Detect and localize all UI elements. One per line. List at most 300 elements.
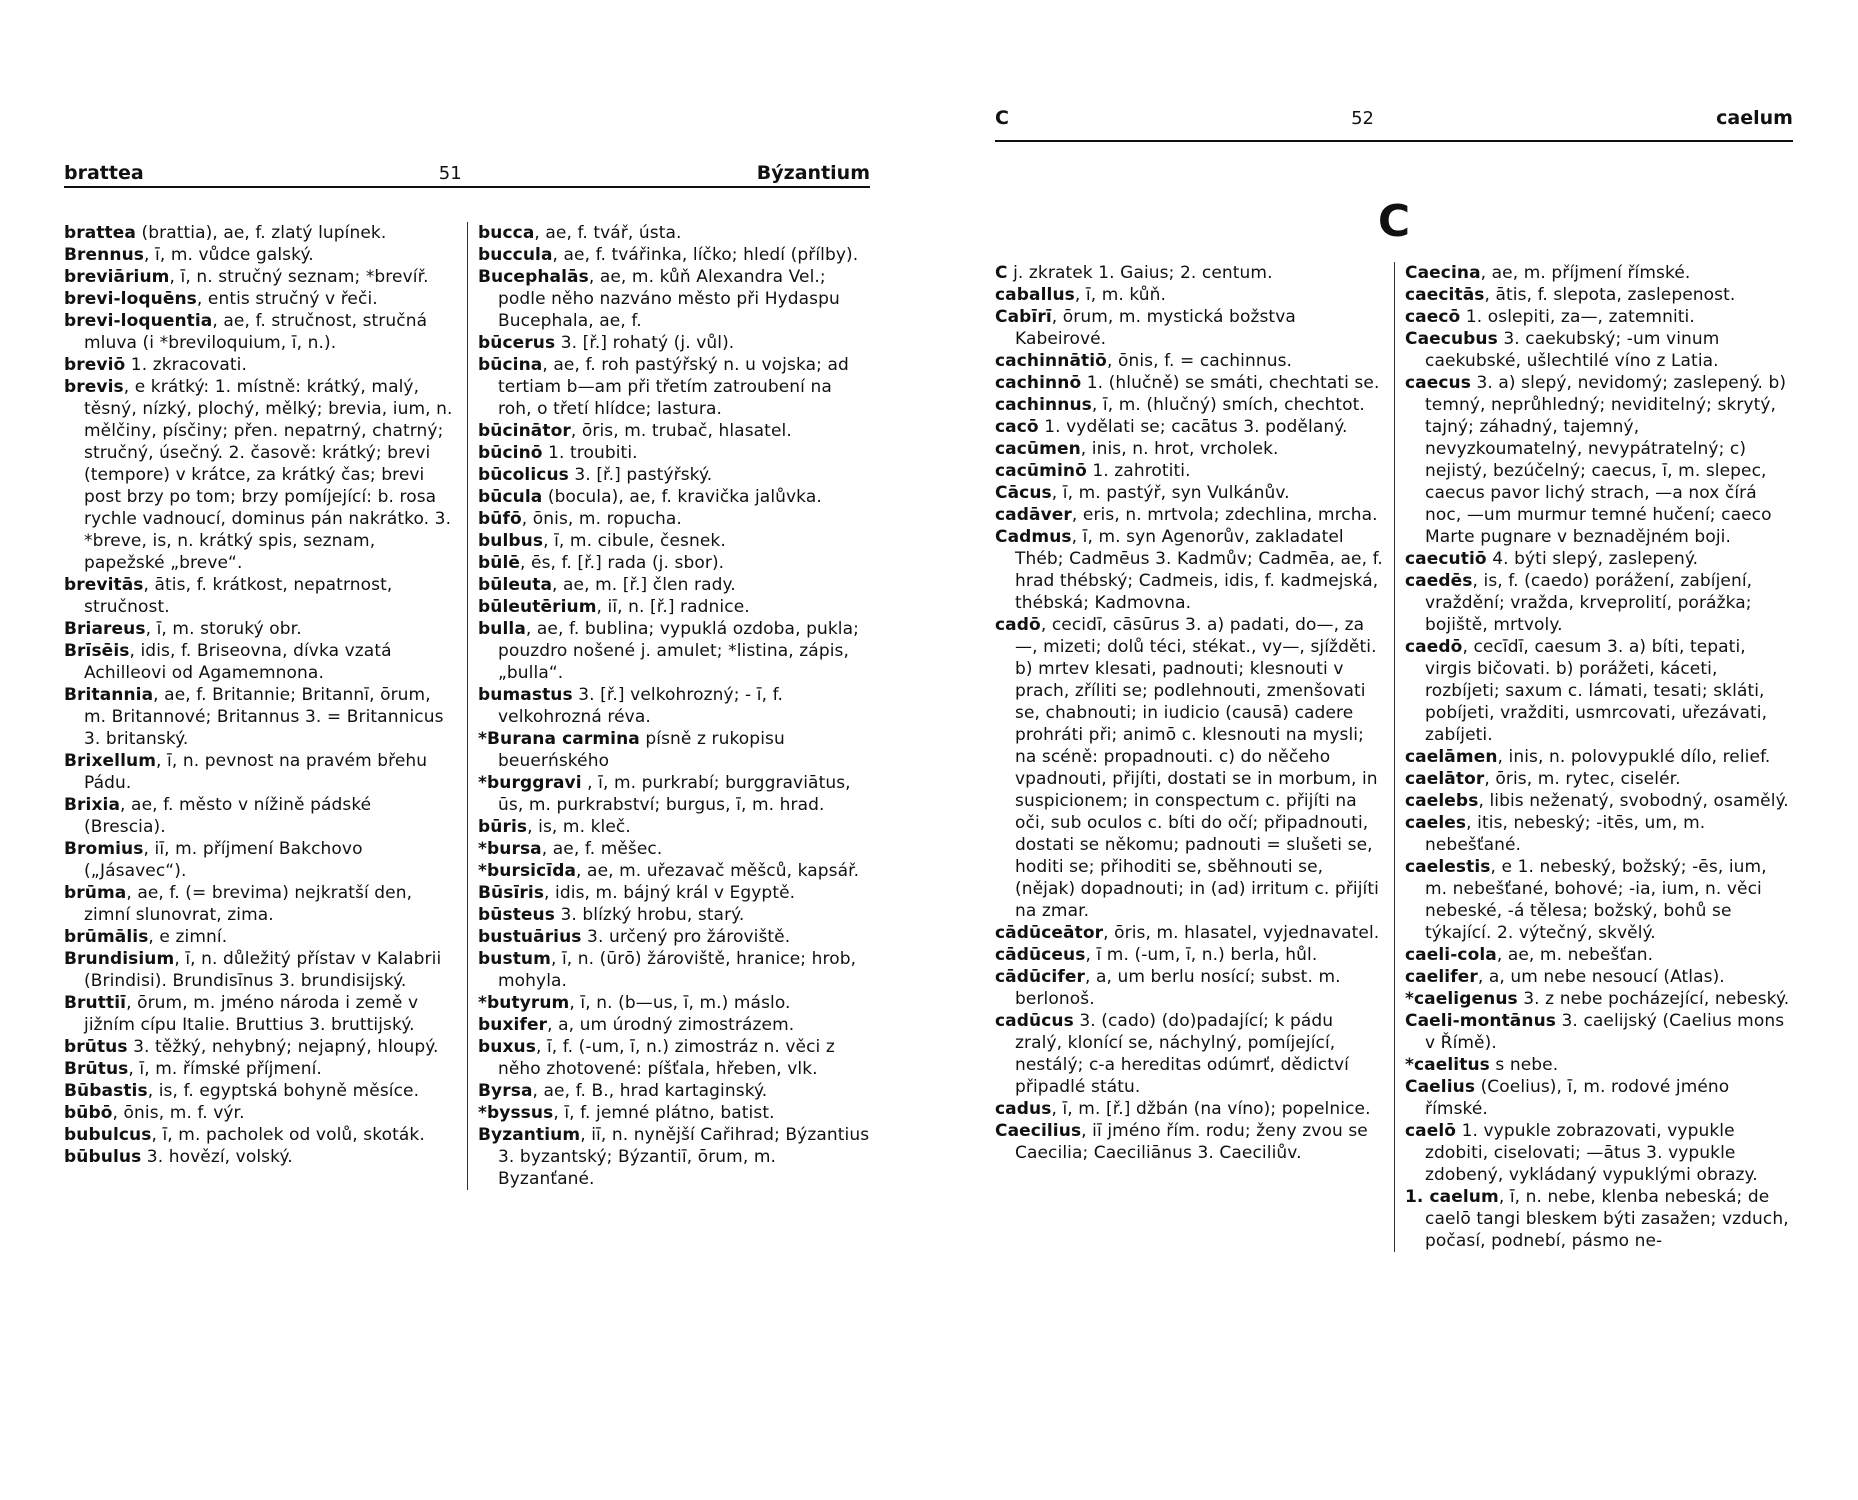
definition: 3. z nebe pocházející, nebeský. [1517, 989, 1790, 1009]
definition: (brattia), ae, f. zlatý lupínek. [135, 223, 387, 243]
headword: caecutiō [1405, 549, 1487, 569]
headword: Brundisium [64, 949, 175, 969]
headword: C [995, 263, 1008, 283]
definition: , e zimní. [148, 927, 228, 947]
dictionary-entry [478, 1014, 870, 1036]
dictionary-entry [995, 1120, 1384, 1164]
column-1 [64, 222, 467, 1190]
headword: Byrsa [478, 1081, 533, 1101]
dictionary-entry [64, 266, 457, 288]
headword: bustum [478, 949, 551, 969]
dictionary-entry [1405, 1120, 1793, 1186]
dictionary-entry [64, 926, 457, 948]
dictionary-entry [1405, 812, 1793, 856]
dictionary-entry [478, 838, 870, 860]
running-head [995, 105, 1793, 129]
dictionary-entry [478, 266, 870, 332]
headword: cachinnō [995, 373, 1082, 393]
dictionary-entry [1405, 944, 1793, 966]
definition: , ae, f. město v nížině pádské (Brescia). [84, 795, 372, 837]
dictionary-entry [478, 1124, 870, 1190]
headword: būbulus [64, 1147, 142, 1167]
dictionary-entry [478, 222, 870, 244]
dictionary-entry [478, 332, 870, 354]
definition: , a, um úrodný zimostrázem. [547, 1015, 795, 1035]
dictionary-entry [995, 504, 1384, 526]
definition: 1. zahrotiti. [1086, 461, 1191, 481]
dictionary-entry [995, 306, 1384, 350]
headword: Bruttiī [64, 993, 127, 1013]
definition: 3. [ř.] rohatý (j. vůl). [555, 333, 735, 353]
headword: brūma [64, 883, 127, 903]
dictionary-entry [478, 530, 870, 552]
headword: būfō [478, 509, 522, 529]
definition: 3. hovězí, volský. [141, 1147, 293, 1167]
page-number: 51 [438, 163, 462, 184]
dictionary-entry [1405, 856, 1793, 944]
definition: , ae, f. měšec. [541, 839, 663, 859]
definition: , iī, n. [ř.] radnice. [596, 597, 750, 617]
dictionary-entry [64, 222, 457, 244]
definition: 1. vypukle zobrazovati, vypukle zdobiti, ciselovati; —ātus 3. vypukle zdobený, vykládaný vypuklými obrazy. [1425, 1121, 1758, 1185]
dictionary-entry [64, 750, 457, 794]
definition: , ī, m. vůdce galský. [144, 245, 314, 265]
dictionary-entry [1405, 1010, 1793, 1054]
dictionary-entry [478, 1102, 870, 1124]
headword: breviō [64, 355, 126, 375]
headword: *bursicīda [478, 861, 577, 881]
definition: písně z rukopisu beuerńského [498, 729, 785, 771]
definition: , is, f. egyptská bohyně měsíce. [147, 1081, 420, 1101]
dictionary-entry [1405, 768, 1793, 790]
headword: Bromius [64, 839, 144, 859]
headword: caedō [1405, 637, 1463, 657]
dictionary-entry [64, 574, 457, 618]
definition: , ī, f. (-um, ī, n.) zimostráz n. věci z něho zhotovené: píšťala, hřeben, vlk. [498, 1037, 835, 1079]
dictionary-entry [478, 882, 870, 904]
dictionary-entry [478, 244, 870, 266]
dictionary-entry [478, 728, 870, 772]
headword: būcinātor [478, 421, 571, 441]
dictionary-entry [478, 420, 870, 442]
dictionary-entry [478, 926, 870, 948]
dictionary-entry [478, 596, 870, 618]
definition: , ae, f. Britannie; Britannī, ōrum, m. Britannové; Britannus 3. = Britannicus 3. britanský. [84, 685, 444, 749]
dictionary-entry [995, 614, 1384, 922]
definition: , ī, n. (ūrō) žároviště, hranice; hrob, mohyla. [498, 949, 857, 991]
definition: , ōrum, m. jméno národa i země v jižním cípu Italie. Bruttius 3. bruttijský. [84, 993, 419, 1035]
definition: , ātis, f. slepota, zaslepenost. [1484, 285, 1736, 305]
header-rule [64, 186, 870, 188]
headword: būcina [478, 355, 543, 375]
definition: , itis, nebeský; -itēs, um, m. nebešťané. [1425, 813, 1706, 855]
running-head [64, 160, 870, 184]
headword: būbō [64, 1103, 113, 1123]
definition: 3. těžký, nehybný; nejapný, hloupý. [127, 1037, 439, 1057]
headword: Caelius [1405, 1077, 1476, 1097]
headword: *caelitus [1405, 1055, 1490, 1075]
definition: , ōrum, m. mystická božstva Kabeirové. [1015, 307, 1296, 349]
dictionary-entry [64, 948, 457, 992]
definition: (Coelius), ī, m. rodové jméno římské. [1425, 1077, 1730, 1119]
definition: , cecidī, cāsūrus 3. a) padati, do—, za—, mizeti; dolů téci, stékat., vy—, sjížděti. b) mrtev klesati, padnouti; klesnouti v prach, zříliti se; podlehnouti, zmenšovati se, chabnouti; in iudicio (causā) cadere prohráti při; animō c. klesnouti na mysli; na scéně: propadnouti. c) do něčeho vpadnouti, přijíti, dostati se in morbum, in suspicionem; in conspectum c. přijíti na oči, sub oculos c. bíti do očí; připadnouti, dostati se někomu; padnouti = slušeti se, hoditi se; přihoditi se, sběhnouti se, (nějak) dopadnouti; in (ad) irritum c. přijíti na zmar. [1015, 615, 1379, 921]
running-head-left: C [995, 107, 1009, 129]
definition: , iī jméno řím. rodu; ženy zvou se Caecilia; Caeciliānus 3. Caeciliův. [1015, 1121, 1368, 1163]
dictionary-entry [478, 618, 870, 684]
definition: , ae, f. (= brevima) nejkratší den, zimní slunovrat, zima. [84, 883, 413, 925]
dictionary-entry [478, 1036, 870, 1080]
definition: , inis, n. polovypuklé dílo, relief. [1497, 747, 1771, 767]
definition: 3. určený pro žároviště. [581, 927, 791, 947]
headword: Brīsēis [64, 641, 130, 661]
headword: būris [478, 817, 528, 837]
headword: bustuārius [478, 927, 582, 947]
definition: , ōnis, m. f. výr. [112, 1103, 245, 1123]
dictionary-entry [64, 882, 457, 926]
headword: būleutērium [478, 597, 597, 617]
definition: , ae, f. roh pastýřský n. u vojska; ad tertiam b—am při třetím zatroubení na roh, o třetí hlídce; lastura. [498, 355, 849, 419]
definition: , ae, f. stručnost, stručná mluva (i *breviloquium, ī, n.). [84, 311, 428, 353]
headword: bulbus [478, 531, 544, 551]
headword: caeles [1405, 813, 1467, 833]
definition: , ōris, m. trubač, hlasatel. [570, 421, 792, 441]
headword: 1. caelum [1405, 1187, 1499, 1207]
headword: Caecubus [1405, 329, 1498, 349]
definition: , ae, m. kůň Alexandra Vel.; podle něho nazváno město při Hydaspu Bucephala, ae, f. [498, 267, 840, 331]
definition: , ī, m. (hlučný) smích, chechtot. [1091, 395, 1365, 415]
definition: , ōris, m. rytec, ciselér. [1484, 769, 1681, 789]
dictionary-entry [1405, 790, 1793, 812]
definition: , ī, n. (b—us, ī, m.) máslo. [569, 993, 791, 1013]
headword: *Burana carmina [478, 729, 640, 749]
headword: caelebs [1405, 791, 1479, 811]
dictionary-entry [1405, 1186, 1793, 1252]
definition: 1. zkracovati. [125, 355, 248, 375]
dictionary-entry [64, 992, 457, 1036]
headword: būcinō [478, 443, 543, 463]
headword: būleuta [478, 575, 553, 595]
headword: cadāver [995, 505, 1072, 525]
headword: Brūtus [64, 1059, 129, 1079]
dictionary-entry [995, 394, 1384, 416]
definition: , is, m. kleč. [527, 817, 631, 837]
definition: , entis stručný v řeči. [196, 289, 378, 309]
definition: 3. [ř.] pastýřský. [568, 465, 713, 485]
header-rule [995, 140, 1793, 142]
headword: Cadmus [995, 527, 1072, 547]
dictionary-entry [64, 288, 457, 310]
headword: brūmālis [64, 927, 149, 947]
headword: caelātor [1405, 769, 1485, 789]
definition: , is, f. (caedo) porážení, zabíjení, vraždění; vražda, krveprolití, porážka; bojiště, mrtvoly. [1425, 571, 1753, 635]
dictionary-entry [478, 552, 870, 574]
headword: buxus [478, 1037, 536, 1057]
dictionary-entry [1405, 636, 1793, 746]
headword: Brixellum [64, 751, 157, 771]
definition: , a, um berlu nosící; subst. m. berlonoš. [1015, 967, 1341, 1009]
definition: , idis, m. bájný král v Egyptě. [544, 883, 796, 903]
dictionary-entry [995, 262, 1384, 284]
definition: , iī, m. příjmení Bakchovo („Jásavec“). [84, 839, 363, 881]
headword: Bucephalās [478, 267, 589, 287]
definition: , ae, f. tvář, ústa. [534, 223, 682, 243]
dictionary-entry [995, 416, 1384, 438]
dictionary-entry [1405, 966, 1793, 988]
headword: būsteus [478, 905, 555, 925]
definition: 1. vydělati se; cacātus 3. podělaný. [1038, 417, 1348, 437]
definition: 3. blízký hrobu, starý. [554, 905, 745, 925]
running-head-right: caelum [1716, 107, 1793, 129]
dictionary-entry [64, 1102, 457, 1124]
dictionary-entry [64, 640, 457, 684]
headword: caecus [1405, 373, 1471, 393]
definition: (bocula), ae, f. kravička jalůvka. [542, 487, 822, 507]
headword: Būbastis [64, 1081, 148, 1101]
definition: , ī, m. pastýř, syn Vulkánův. [1051, 483, 1290, 503]
definition: , a, um nebe nesoucí (Atlas). [1477, 967, 1725, 987]
definition: j. zkratek 1. Gaius; 2. centum. [1007, 263, 1273, 283]
headword: bumastus [478, 685, 573, 705]
definition: , ae, m. příjmení římské. [1480, 263, 1691, 283]
headword: cādūceātor [995, 923, 1104, 943]
definition: , inis, n. hrot, vrcholek. [1080, 439, 1279, 459]
dictionary-entry [478, 486, 870, 508]
dictionary-entry [478, 904, 870, 926]
dictionary-entry [995, 922, 1384, 944]
dictionary-entry [478, 772, 870, 816]
headword: Brixia [64, 795, 121, 815]
headword: būcerus [478, 333, 556, 353]
definition: , ae, m. [ř.] člen rady. [552, 575, 736, 595]
headword: cadūcus [995, 1011, 1074, 1031]
dictionary-entry [995, 526, 1384, 614]
dictionary-entry [478, 860, 870, 882]
definition: , cecīdī, caesum 3. a) bíti, tepati, virgis bičovati. b) porážeti, káceti, rozbíjeti; saxum c. lámati, tesati; skláti, pobíjeti, vražditi, usmrcovati, uřezávati, zabíjeti. [1425, 637, 1768, 745]
dictionary-entry [478, 684, 870, 728]
column-1 [995, 262, 1394, 1252]
headword: caedēs [1405, 571, 1473, 591]
dictionary-entry [478, 816, 870, 838]
dictionary-entry [1405, 372, 1793, 548]
dictionary-entry [478, 948, 870, 992]
dictionary-entry [1405, 306, 1793, 328]
definition: , ī, m. storuký obr. [145, 619, 302, 639]
dictionary-entry [64, 1036, 457, 1058]
definition: 3. a) slepý, nevidomý; zaslepený. b) temný, neprůhledný; neviditelný; skrytý, tajný; záhadný, tajemný, nevyzkoumatelný, nevypátratelný; c) nejistý, bezúčelný; caecus, ī, m. slepec, caecus pavor lichý strach, —a nox čírá noc, —um murmur temné hučení; caeco Marte pugnare v beznadějném boji. [1425, 373, 1787, 547]
headword: caelāmen [1405, 747, 1498, 767]
headword: Caeli-montānus [1405, 1011, 1557, 1031]
headword: *byssus [478, 1103, 554, 1123]
headword: brevi-loquentia [64, 311, 213, 331]
definition: s nebe. [1489, 1055, 1559, 1075]
headword: buccula [478, 245, 553, 265]
definition: , ī, n. nebe, klenba nebeská; de caelō tangi bleskem býti zasažen; vzduch, počasí, podnebí, pásmo ne- [1425, 1187, 1789, 1251]
headword: brevi-loquēns [64, 289, 197, 309]
dictionary-entry [64, 1080, 457, 1102]
definition: , e krátký: 1. místně: krátký, malý, těsný, nízký, plochý, mělký; brevia, ium, n. mělčiny, písčiny; přen. nepatrný, chatrný; stručný, úsečný. 2. časově: krátký; brevi (tempore) v krátce, za krátký čas; brevi post brzy po tom; brzy pomíjející: b. rosa rychle vadnoucí, dominus pán nakrátko. 3. *breve, is, n. krátký spis, seznam, papežské „breve“. [84, 377, 453, 573]
headword: Byzantium [478, 1125, 581, 1145]
headword: Būsīris [478, 883, 545, 903]
definition: , ōnis, m. ropucha. [521, 509, 682, 529]
headword: caeli-cola [1405, 945, 1497, 965]
headword: Cācus [995, 483, 1052, 503]
headword: cādūceus [995, 945, 1086, 965]
headword: *bursa [478, 839, 542, 859]
dictionary-entry [64, 310, 457, 354]
headword: caecitās [1405, 285, 1485, 305]
definition: , ēs, f. [ř.] rada (j. sbor). [520, 553, 725, 573]
headword: buxifer [478, 1015, 548, 1035]
headword: Cabīrī [995, 307, 1052, 327]
dictionary-entry [1405, 570, 1793, 636]
definition: 3. [ř.] velkohrozný; - ī, f. velkohrozná réva. [498, 685, 783, 727]
headword: cadus [995, 1099, 1052, 1119]
dictionary-entry [64, 354, 457, 376]
dictionary-entry [1405, 1076, 1793, 1120]
definition: , ae, f. B., hrad kartaginský. [532, 1081, 768, 1101]
headword: brevis [64, 377, 124, 397]
definition: , ae, f. bublina; vypuklá ozdoba, pukla; pouzdro nošené j. amulet; *listina, zápis, „bulla“. [498, 619, 859, 683]
headword: bubulcus [64, 1125, 152, 1145]
definition: , ī, m. kůň. [1074, 285, 1167, 305]
definition: 3. caekubský; -um vinum caekubské, ušlechtilé víno z Latia. [1425, 329, 1720, 371]
headword: caelō [1405, 1121, 1457, 1141]
headword: cacūmen [995, 439, 1081, 459]
definition: , ī, m. purkrabí; burggraviātus, ūs, m. purkrabství; burgus, ī, m. hrad. [498, 773, 851, 815]
dictionary-entry [478, 1080, 870, 1102]
definition: , ī, f. jemné plátno, batist. [553, 1103, 775, 1123]
dictionary-entry [995, 372, 1384, 394]
definition: , ōris, m. hlasatel, vyjednavatel. [1103, 923, 1380, 943]
definition: , e 1. nebeský, božský; -ēs, ium, m. nebešťané, bohové; -ia, ium, n. věci nebeské, -á tělesa; božský, bohů se týkající. 2. výtečný, skvělý. [1425, 857, 1767, 943]
running-head-left: brattea [64, 162, 144, 184]
dictionary-entry [1405, 1054, 1793, 1076]
dictionary-entry [64, 684, 457, 750]
definition: 3. caelijský (Caelius mons v Římě). [1425, 1011, 1785, 1053]
dictionary-entry [478, 464, 870, 486]
dictionary-entry [995, 350, 1384, 372]
dictionary-entry [478, 354, 870, 420]
dictionary-entry [64, 838, 457, 882]
letter-heading: C [1377, 196, 1411, 247]
headword: būcula [478, 487, 543, 507]
headword: cādūcifer [995, 967, 1085, 987]
headword: brattea [64, 223, 136, 243]
page-number: 52 [1351, 108, 1375, 129]
definition: , ī, m. římské příjmení. [128, 1059, 322, 1079]
headword: bulla [478, 619, 526, 639]
entry-columns [64, 222, 870, 1190]
dictionary-entry [478, 508, 870, 530]
definition: , ī, m. cibule, česnek. [543, 531, 726, 551]
dictionary-entry [1405, 548, 1793, 570]
dictionary-entry [995, 482, 1384, 504]
dictionary-entry [1405, 284, 1793, 306]
definition: , ī, m. [ř.] džbán (na víno); popelnice. [1051, 1099, 1371, 1119]
dictionary-entry [64, 376, 457, 574]
definition: , ae, m. uřezavač měšců, kapsář. [576, 861, 860, 881]
definition: , ae, m. nebešťan. [1496, 945, 1654, 965]
dictionary-entry [1405, 988, 1793, 1010]
headword: Briareus [64, 619, 146, 639]
definition: , ī, n. důležitý přístav v Kalabrii (Brindisi). Brundisīnus 3. brundisijský. [84, 949, 442, 991]
headword: cacūminō [995, 461, 1087, 481]
dictionary-entry [64, 1058, 457, 1080]
definition: , eris, n. mrtvola; zdechlina, mrcha. [1071, 505, 1378, 525]
headword: Caecina [1405, 263, 1481, 283]
headword: būcolicus [478, 465, 569, 485]
dictionary-entry [995, 438, 1384, 460]
column-2 [467, 222, 870, 1190]
definition: , iī, n. nynější Cařihrad; Býzantius 3. byzantský; Býzantiī, ōrum, m. Byzanťané. [498, 1125, 870, 1189]
headword: breviārium [64, 267, 170, 287]
dictionary-entry [995, 1010, 1384, 1098]
dictionary-entry [995, 944, 1384, 966]
dictionary-entry [478, 992, 870, 1014]
definition: 1. troubiti. [542, 443, 638, 463]
definition: , ī, m. syn Agenorův, zakladatel Théb; Cadmēus 3. Kadmův; Cadmēa, ae, f. hrad thébský; Cadmeis, idis, f. kadmejská, thébská; Kadmovna. [1015, 527, 1383, 613]
headword: caelifer [1405, 967, 1478, 987]
dictionary-entry [64, 244, 457, 266]
headword: brevitās [64, 575, 144, 595]
headword: brūtus [64, 1037, 128, 1057]
headword: Brennus [64, 245, 144, 265]
definition: , ī, n. pevnost na pravém břehu Pádu. [84, 751, 428, 793]
definition: , idis, f. Briseovna, dívka vzatá Achilleovi od Agamemnona. [84, 641, 392, 683]
headword: *burggravi [478, 773, 582, 793]
dictionary-entry [478, 574, 870, 596]
dictionary-entry [478, 442, 870, 464]
dictionary-entry [995, 1098, 1384, 1120]
definition: , ī m. (-um, ī, n.) berla, hůl. [1085, 945, 1318, 965]
definition: , ī, n. stručný seznam; *brevíř. [169, 267, 429, 287]
headword: cadō [995, 615, 1041, 635]
running-head-right: Býzantium [756, 162, 870, 184]
dictionary-entry [1405, 328, 1793, 372]
definition: , ae, f. tvářinka, líčko; hledí (přílby). [552, 245, 859, 265]
definition: , ōnis, f. = cachinnus. [1106, 351, 1293, 371]
definition: , ī, m. pacholek od volů, skoták. [151, 1125, 425, 1145]
definition: 1. (hlučně) se smáti, chechtati se. [1081, 373, 1380, 393]
headword: *caeligenus [1405, 989, 1518, 1009]
definition: 4. býti slepý, zaslepený. [1486, 549, 1699, 569]
dictionary-entry [64, 618, 457, 640]
definition: 1. oslepiti, za—, zatemniti. [1460, 307, 1695, 327]
headword: būlē [478, 553, 521, 573]
headword: bucca [478, 223, 535, 243]
dictionary-entry [995, 284, 1384, 306]
headword: cacō [995, 417, 1039, 437]
headword: cachinnus [995, 395, 1092, 415]
dictionary-entry [64, 1146, 457, 1168]
dictionary-entry [995, 460, 1384, 482]
dictionary-entry [64, 794, 457, 838]
entry-columns [995, 262, 1793, 1252]
headword: Caecilius [995, 1121, 1082, 1141]
definition: , ātis, f. krátkost, nepatrnost, stručnost. [84, 575, 393, 617]
dictionary-entry [1405, 746, 1793, 768]
definition: , libis neženatý, svobodný, osamělý. [1478, 791, 1789, 811]
headword: cachinnātiō [995, 351, 1107, 371]
headword: caballus [995, 285, 1075, 305]
headword: caecō [1405, 307, 1461, 327]
dictionary-entry [995, 966, 1384, 1010]
column-2 [1394, 262, 1793, 1252]
headword: Britannia [64, 685, 154, 705]
dictionary-entry [64, 1124, 457, 1146]
definition: 3. (cado) (do)padající; k pádu zralý, klonící se, náchylný, pomíjející, nestálý; c-a hereditas odúmrť, dědictví připadlé státu. [1015, 1011, 1350, 1097]
headword: caelestis [1405, 857, 1491, 877]
